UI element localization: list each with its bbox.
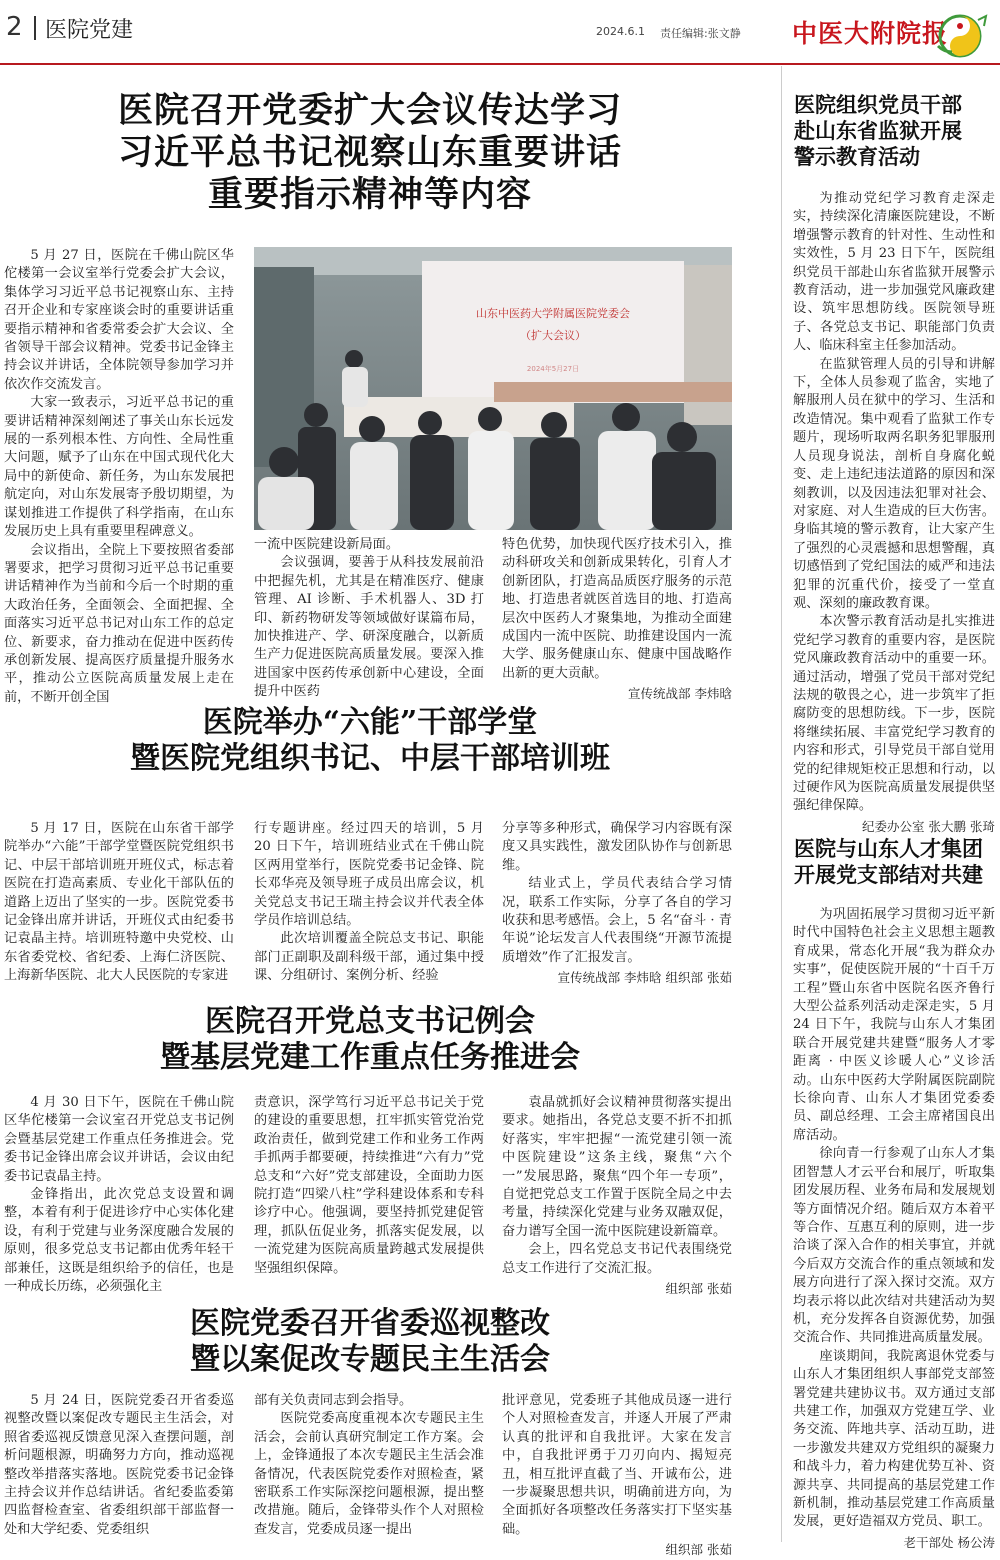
article-paragraph: 为巩固拓展学习贯彻习近平新时代中国特色社会主义思想主题教育成果，常态化开展“我为群众办实事”，促使医院开展的“十百千万工程”暨山东省中医院名医齐鲁行大型公益系列活动走深走实，5 月 24 日下午，我院与山东人才集团联合开展党建共建暨“服务人才零距离 · 中医义诊暖人心”义诊活动。山东中医药大学附属医院副院长徐向青、山东人才集团党委委员、副总经理、工会主席褚国良出席活动。: [793, 907, 995, 1143]
article4-column-2: [254, 1392, 484, 1542]
article-paragraph: 分享等多种形式，确保学习内容既有深度又具实践性，激发团队协作与创新思维。: [502, 821, 732, 873]
article3-byline: 组织部 张茹: [665, 1281, 732, 1297]
sidebar1-byline: 纪委办公室 张大鹏 张琦: [862, 818, 995, 834]
article1-column-2: [254, 536, 484, 700]
article1-column-1: [4, 247, 234, 705]
article-paragraph: 会上，四名党总支书记代表围绕党总支工作进行了交流汇报。: [502, 1242, 732, 1276]
article3-column-3: [502, 1094, 732, 1297]
headline-line: 医院与山东人才集团: [794, 836, 983, 861]
headline-line: 暨医院党组织书记、中层干部培训班: [130, 741, 610, 776]
paper-logo-icon: [930, 12, 994, 60]
article1-column-3: [502, 536, 732, 702]
section-name: 医院党建: [45, 18, 134, 43]
article2-column-3: [502, 820, 732, 988]
article3-column-2: [254, 1094, 484, 1290]
headline-line: 开展党支部结对共建: [794, 862, 983, 888]
article3-headline: [60, 1004, 680, 1076]
sidebar2-headline: [794, 836, 994, 888]
headline-line: 医院召开党委扩大会议传达学习: [117, 90, 622, 131]
article-paragraph: 金锋指出，此次党总支设置和调整，本着有利于促进诊疗中心实体化建设，有利于党建与业务深度融合发展的原则，很多党总支书记都由优秀年轻干部兼任，这既是组织给予的信任，也是一种成长历练，必须强化主: [4, 1187, 234, 1295]
sidebar1-body: [793, 190, 995, 834]
photo-screen-title: 山东中医药大学附属医院党委会: [476, 307, 630, 320]
article-paragraph: 特色优势，加快现代医疗技术引入，推动科研攻关和创新成果转化，引育人才创新团队，打造高品质医疗服务的示范地、打造患者就医首选目的地、打造高层次中医药人才聚集地，为推动全面建成国内一流中医院、助推建设国内一流大学、服务健康山东、健康中国战略作出新的更大贡献。: [502, 537, 732, 681]
article-paragraph: 行专题讲座。经过四天的培训，5 月 20 日下午，培训班结业式在千佛山院区两用堂举行，医院党委书记金锋、院长邓华亮及领导班子成员出席会议，机关党总支书记王瑞主持会议并代表全体学员作培训总结。: [254, 821, 484, 929]
article-paragraph: 本次警示教育活动是扎实推进党纪学习教育的重要内容，是医院党风廉政教育活动中的重要一环。通过活动，增强了党员干部对党纪法规的敬畏之心，进一步筑牢了拒腐防变的思想防线。下一步，医院将继续拓展、丰富党纪学习教育的内容和形式，引导党员干部自觉用党的纪律规矩校正思想和行动，以过硬作风为医院高质量发展提供坚强纪律保障。: [793, 614, 995, 814]
header-rule: [0, 63, 1000, 65]
sidebar1-headline: [794, 92, 994, 170]
article-paragraph: 袁晶就抓好会议精神贯彻落实提出要求。她指出，各党总支要不折不扣抓好落实，牢牢把握“一流党建引领一流中医院建设”这条主线，聚焦“六个一”发展思路，聚焦“四个年一专项”，自觉把党总支工作置于医院全局之中去考量，持续深化党建与业务双融双促，奋力谱写全国一流中医院建设新篇章。: [502, 1095, 732, 1239]
article-paragraph: 5 月 27 日，医院在千佛山院区华佗楼第一会议室举行党委会扩大会议，集体学习习近平总书记视察山东、主持召开企业和专家座谈会时的重要讲话重要指示精神和省委常委会扩大会议、全省领导干部会议精神。党委书记金锋主持会议并讲话，全体院领导参加学习并依次作交流发言。: [4, 248, 234, 392]
article-paragraph: 会议指出，全院上下要按照省委部署要求，把学习贯彻习近平总书记重要讲话精神作为当前和今后一个时期的重大政治任务，全面领会、全面把握、全面落实习近平总书记对山东工作的总定位、新要求，奋力推动在促进中医药传承创新发展、提高医疗质量提升服务水平，推动公立医院高质量发展上走在前，不断开创全国: [4, 542, 234, 705]
headline-line: 暨以案促改专题民主生活会: [190, 1342, 550, 1377]
issue-date: 2024.6.1: [596, 25, 645, 38]
article1-headline: [60, 90, 680, 216]
article4-headline: [60, 1306, 680, 1378]
article-paragraph: 一流中医院建设新局面。: [254, 537, 400, 552]
editor-credit: 责任编辑:张文静: [660, 27, 741, 40]
page-number: 2: [6, 12, 23, 42]
article2-column-1: [4, 820, 234, 984]
header-divider: [34, 16, 36, 40]
article4-byline: 组织部 张茹: [665, 1542, 732, 1558]
article-paragraph: 5 月 24 日，医院党委召开省委巡视整改暨以案促改专题民主生活会，对照省委巡视反馈意见深入查摆问题，剖析问题根源，明确努力方向，推动巡视整改举措落实落地。医院党委书记金锋主持会议并作总结讲话。省纪委监委第四监督检查室、省委组织部干部监督一处和大学纪委、党委组织: [4, 1393, 234, 1537]
article-paragraph: 结业式上，学员代表结合学习情况，联系工作实际，分享了各自的学习收获和思考感悟。会上，5 名“奋斗 · 青年说”论坛发言人代表围绕“开源节流提质增效”作了汇报发言。: [502, 876, 732, 965]
headline-line: 医院党委召开省委巡视整改: [190, 1306, 550, 1341]
photo-screen-date: 2024年5月27日: [526, 365, 580, 373]
article2-column-2: [254, 820, 484, 984]
article-paragraph: 医院党委高度重视本次专题民主生活会，会前认真研究制定工作方案。会上，金锋通报了本次专题民主生活会准备情况，代表医院党委作对照检查，紧密联系工作实际深挖问题根源，提出整改措施。随后，金锋带头作个人对照检查发言，党委成员逐一提出: [254, 1411, 484, 1537]
headline-line: 警示教育活动: [794, 144, 920, 170]
article-paragraph: 在监狱管理人员的引导和讲解下，全体人员参观了监舍，实地了解服刑人员在狱中的学习、生活和改造情况。集中观看了监狱工作专题片，现场听取两名职务犯罪服刑人员现身说法，剖析自身腐化蜕变、走上违纪违法道路的原因和深刻教训，以及因违法犯罪对社会、对家庭、对人生造成的巨大伤害。身临其境的警示教育，让大家产生了强烈的心灵震撼和思想警醒，真切感悟到了党纪国法的威严和违法犯罪的沉重代价，接受了一堂直观、深刻的廉政教育课。: [793, 356, 995, 611]
article2-byline: 宣传统战部 李炜晗 组织部 张茹: [557, 970, 732, 986]
headline-line: 暨基层党建工作重点任务推进会: [160, 1040, 580, 1075]
sidebar2-byline: 老干部处 杨公涛: [903, 1534, 995, 1550]
article-paragraph: 此次培训覆盖全院总支书记、职能部门正副职及副科级干部，通过集中授课、分组研讨、案例分析、经验: [254, 931, 484, 984]
article-paragraph: 部有关负责同志到会指导。: [254, 1393, 413, 1408]
article-paragraph: 4 月 30 日下午，医院在千佛山院区华佗楼第一会议室召开党总支书记例会暨基层党建工作重点任务推进会。党委书记金锋出席会议并讲话，会议由纪委书记袁晶主持。: [4, 1095, 234, 1184]
article4-column-1: [4, 1392, 234, 1542]
article-paragraph: 会议强调，要善于从科技发展前沿中把握先机，尤其是在精准医疗、健康管理、AI 诊断、手术机器人、3D 打印、新药物研发等领域做好谋篇布局，加快推进产、学、研深度融合，以新质生产力促进医院高质量发展。要深入推进国家中医药传承创新中心建设，全面提升中医药: [254, 555, 484, 700]
article1-byline: 宣传统战部 李炜晗: [628, 686, 732, 702]
headline-line: 医院召开党总支书记例会: [205, 1004, 535, 1039]
headline-line: 赴山东省监狱开展: [794, 118, 962, 144]
headline-line: 习近平总书记视察山东重要讲话: [117, 132, 622, 173]
article-paragraph: 为推动党纪学习教育走深走实，持续深化清廉医院建设，不断增强警示教育的针对性、生动性和实效性，5 月 23 日下午，医院组织党员干部赴山东省监狱开展警示教育活动，进一步加强党风廉政建设、筑牢思想防线。医院领导班子、各党总支书记、职能部门负责人、临床科室主任参加活动。: [793, 191, 995, 354]
headline-line: 医院组织党员干部: [794, 92, 962, 117]
sidebar2-body: [793, 906, 995, 1550]
article4-column-3: [502, 1392, 732, 1558]
article3-column-1: [4, 1094, 234, 1295]
article-paragraph: 批评意见，党委班子其他成员逐一进行个人对照检查发言，并逐人开展了严肃认真的批评和自我批评。大家在发言中，自我批评勇于刀刃向内、揭短亮丑，相互批评直截了当、开诚布公，进一步凝聚思想共识，明确前进方向，为全面抓好各项整改任务落实打下坚实基础。: [502, 1393, 732, 1537]
meeting-photo-image: [254, 247, 732, 530]
article2-headline: [60, 705, 680, 777]
article-paragraph: 徐向青一行参观了山东人才集团智慧人才云平台和展厅，听取集团发展历程、业务布局和发展规划等方面情况介绍。随后双方本着平等合作、互惠互利的原则，进一步洽谈了深入合作的相关事宜，并就今后双方交流合作的重点领域和发展方向进行了深入探讨交流。双方均表示将以此次结对共建活动为契机，充分发挥各自资源优势，加强交流合作、共同推进高质量发展。: [793, 1146, 995, 1346]
paper-logo-text: 中医大附院报: [792, 19, 949, 48]
meeting-photo: [254, 247, 732, 530]
headline-line: 重要指示精神等内容: [207, 174, 532, 215]
article-paragraph: 座谈期间，我院离退休党委与山东人才集团组织人事部党支部签署党建共建协议书。双方通过支部共建工作，加强双方党建互学、业务交流、阵地共享、活动互助，进一步激发共建双方党组织的凝聚力和战斗力，着力构建优势互补、资源共享、共同提高的基层党建工作新机制，推动基层党建工作高质量发展，更好造福双方党员、职工。: [793, 1348, 995, 1530]
article-paragraph: 5 月 17 日，医院在山东省干部学院举办“六能”干部学堂暨医院党组织书记、中层干部培训班开班仪式，标志着医院在打造高素质、专业化干部队伍的道路上迈出了坚实的一步。医院党委书记金锋出席并讲话，开班仪式由纪委书记袁晶主持。培训班特邀中央党校、山东省委党校、省纪委、上海仁济医院、上海新华医院、北大人民医院的专家进: [4, 821, 234, 984]
column-divider: [781, 66, 782, 1542]
headline-line: 医院举办“六能”干部学堂: [202, 705, 538, 740]
article-paragraph: 大家一致表示，习近平总书记的重要讲话精神深刻阐述了事关山东长远发展的一系列根本性、方向性、全局性重大问题，赋予了山东在中国式现代化大局中的新使命、新任务，为山东发展把航定向，对山东发展寄予殷切期望，为谋划推进工作提供了科学指南，在山东发展历史上具有重要里程碑意义。: [4, 395, 234, 540]
photo-screen-subtitle: （扩大会议）: [520, 329, 586, 342]
article-paragraph: 责意识，深学笃行习近平总书记关于党的建设的重要思想，扛牢抓实管党治党政治责任，做到党建工作和业务工作两手抓两手都要硬，持续推进“六有力”党总支和“六好”党支部建设，全面助力医院打造“四梁八柱”学科建设体系和专科诊疗中心。他强调，要坚持抓党建促管理，抓队伍促业务，抓落实促发展，以一流党建为医院高质量跨越式发展提供坚强组织保障。: [254, 1095, 484, 1276]
